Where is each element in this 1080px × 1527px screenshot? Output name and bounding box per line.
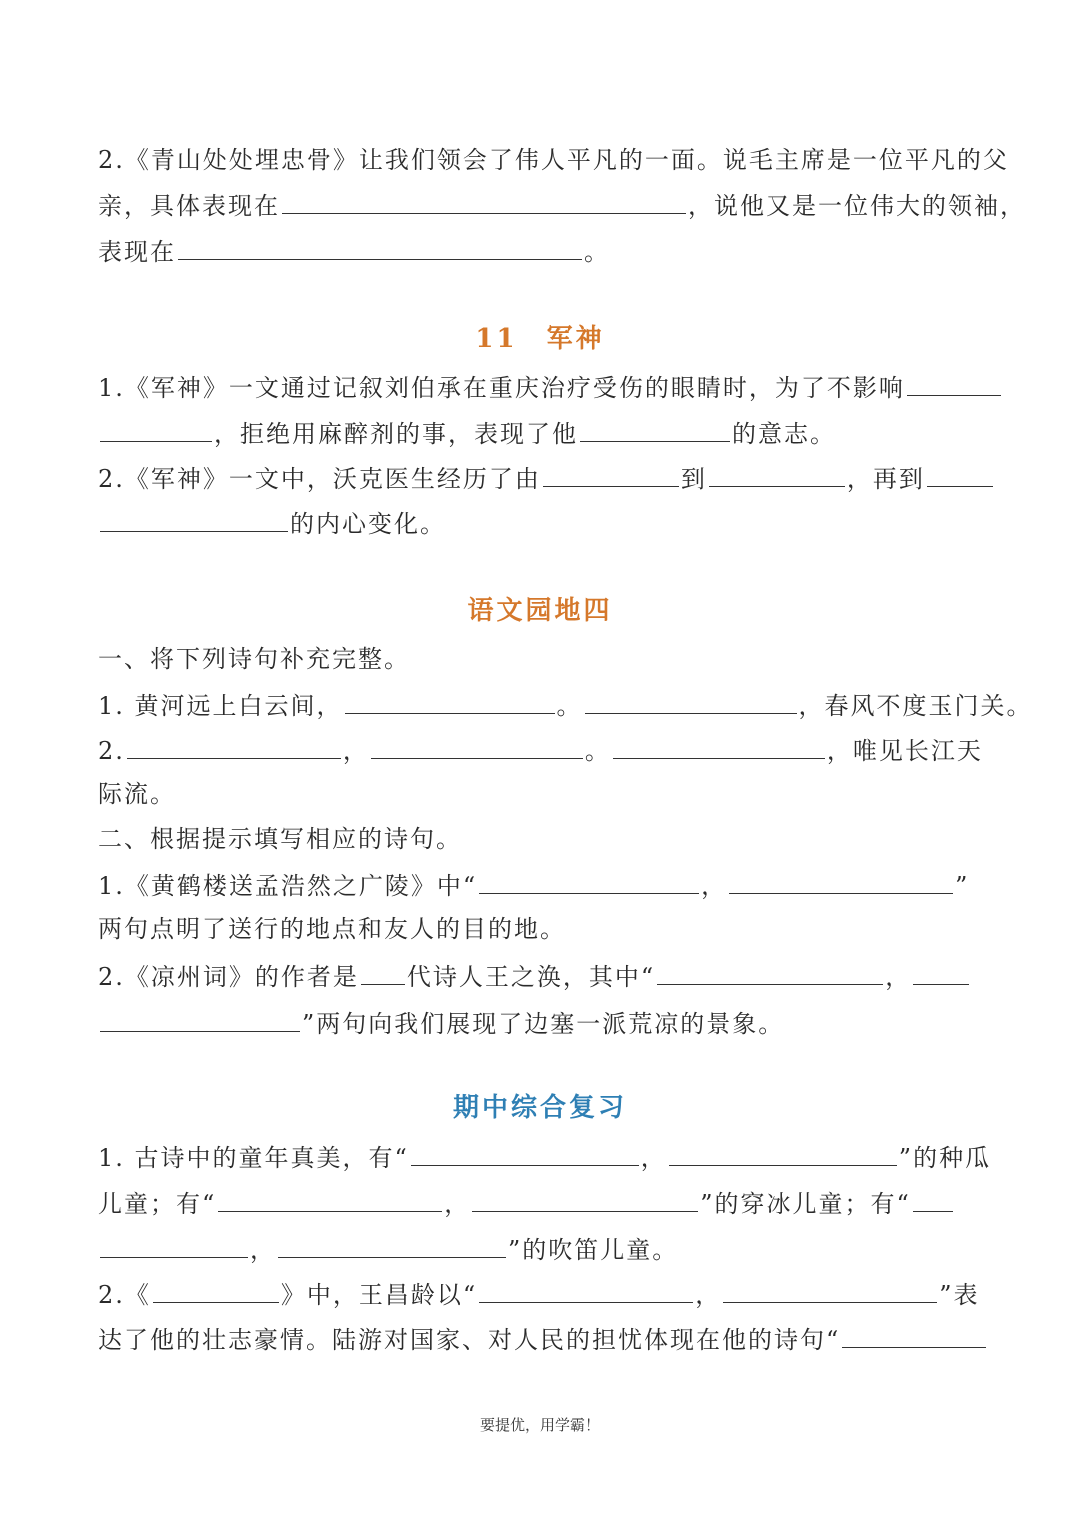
answer-blank[interactable] [153, 1276, 279, 1303]
yuwen-p2q1-line1 [98, 867, 982, 901]
question-text: 2.《青山处处埋忠骨》让我们领会了伟人平凡的一面。说毛主席是一位平凡的父 [98, 146, 1009, 174]
answer-blank[interactable] [127, 732, 341, 759]
yuwen-part2-title [98, 822, 982, 856]
question-text: ， [695, 1281, 722, 1309]
answer-blank[interactable] [472, 1185, 698, 1212]
junshen-q1-line1 [98, 369, 982, 403]
question-text: 1.《军神》一文通过记叙刘伯承在重庆治疗受伤的眼睛时，为了不影响 [98, 374, 905, 402]
review-q2-line2 [98, 1321, 982, 1355]
review-q1-line1 [98, 1139, 992, 1173]
yuwen-q2-line2 [98, 777, 982, 811]
yuwen-q2-line1 [98, 732, 982, 766]
answer-blank[interactable] [842, 1321, 986, 1348]
question-text: 际流。 [98, 780, 176, 808]
review-q1-line3 [98, 1231, 982, 1265]
question-text: 代诗人王之涣，其中“ [406, 963, 656, 991]
junshen-q2-line2 [98, 505, 982, 539]
answer-blank[interactable] [580, 415, 730, 442]
junshen-q2-line1 [98, 460, 982, 494]
yuwen-part1-title [98, 642, 982, 676]
junshen-q1-line2 [98, 415, 982, 449]
answer-blank[interactable] [218, 1185, 442, 1212]
answer-blank[interactable] [913, 958, 969, 985]
answer-blank[interactable] [371, 732, 583, 759]
answer-blank[interactable] [729, 867, 953, 894]
answer-blank[interactable] [723, 1276, 937, 1303]
question-text: 2.《军神》一文中，沃克医生经历了由 [98, 465, 541, 493]
question-text: 。 [584, 238, 610, 266]
question-text: 》中，王昌龄以“ [280, 1281, 478, 1309]
question-text: 达了他的壮志豪情。陆游对国家、对人民的担忧体现在他的诗句“ [98, 1326, 841, 1354]
question-text: ，春风不度玉门关。 [798, 692, 1033, 720]
question-text: ，拒绝用麻醉剂的事，表现了他 [214, 420, 578, 448]
question-text: 的内心变化。 [290, 510, 446, 538]
section-title-review: 期中综合复习 [452, 1093, 627, 1123]
yuwen-p2q2-line2 [98, 1005, 982, 1039]
question-text: 到 [680, 465, 707, 493]
review-q2-line1 [98, 1276, 982, 1310]
question-text: ， [444, 1190, 471, 1218]
question-text: 二、根据提示填写相应的诗句。 [98, 825, 462, 853]
answer-blank[interactable] [709, 460, 845, 487]
answer-blank[interactable] [278, 1231, 506, 1258]
question-text: 2.《凉州词》的作者是 [98, 963, 359, 991]
question-text: 2. [98, 737, 125, 765]
question-text: 1. 黄河远上白云间， [98, 692, 343, 720]
answer-blank[interactable] [100, 1005, 300, 1032]
answer-blank[interactable] [613, 732, 825, 759]
question-text: 儿童；有“ [98, 1190, 217, 1218]
question-text: ”的穿冰儿童；有“ [700, 1190, 911, 1218]
question-text: ， [885, 963, 912, 991]
question-text: ”两句向我们展现了边塞一派荒凉的景象。 [302, 1010, 785, 1038]
answer-blank[interactable] [345, 687, 555, 714]
answer-blank[interactable] [100, 505, 288, 532]
section-title-junshen: 11 军神 [475, 324, 605, 354]
answer-blank[interactable] [927, 460, 993, 487]
question-text: 。 [584, 737, 611, 765]
review-q1-line2 [98, 1185, 982, 1219]
answer-blank[interactable] [543, 460, 679, 487]
question-text: 1. 古诗中的童年真美，有“ [98, 1144, 409, 1172]
answer-blank[interactable] [907, 369, 1001, 396]
answer-blank[interactable] [411, 1139, 639, 1166]
question-text: ”的种瓜 [898, 1144, 992, 1172]
yuwen-p2q2-line1 [98, 958, 982, 992]
question-text: 亲，具体表现在 [98, 192, 280, 220]
question-text: 2.《 [98, 1281, 151, 1309]
answer-blank[interactable] [282, 187, 686, 214]
question-text: 。 [556, 692, 583, 720]
section-title-yuwen: 语文园地四 [467, 596, 613, 626]
question-text: ，说他又是一位伟大的领袖， [688, 192, 1026, 220]
yuwen-p2q1-line2 [98, 912, 982, 946]
answer-blank[interactable] [585, 687, 797, 714]
question-text: ”表 [939, 1281, 980, 1309]
question-text: ， [701, 872, 728, 900]
question-text: 两句点明了送行的地点和友人的目的地。 [98, 915, 566, 943]
answer-blank[interactable] [178, 233, 582, 260]
answer-blank[interactable] [100, 1231, 248, 1258]
question-text: ， [640, 1144, 667, 1172]
question-text: 表现在 [98, 238, 176, 266]
question-text: 1.《黄鹤楼送孟浩然之广陵》中“ [98, 872, 478, 900]
question-qingshan-line2 [98, 187, 1026, 221]
answer-blank[interactable] [913, 1185, 953, 1212]
answer-blank[interactable] [361, 958, 405, 985]
question-text: 的意志。 [732, 420, 836, 448]
question-text: ，再到 [846, 465, 925, 493]
question-text: ，唯见长江天 [826, 737, 983, 765]
answer-blank[interactable] [669, 1139, 897, 1166]
answer-blank[interactable] [479, 867, 699, 894]
yuwen-q1 [98, 687, 1033, 721]
answer-blank[interactable] [479, 1276, 693, 1303]
question-text: 一、将下列诗句补充完整。 [98, 645, 410, 673]
footer-slogan: 要提优，用学霸！ [479, 1416, 600, 1434]
question-text: ” [955, 872, 970, 900]
question-qingshan-line1 [98, 143, 1009, 177]
question-qingshan-line3 [98, 233, 982, 267]
question-text: ， [342, 737, 369, 765]
question-text: ， [250, 1236, 276, 1264]
answer-blank[interactable] [100, 415, 212, 442]
question-text: ”的吹笛儿童。 [508, 1236, 679, 1264]
answer-blank[interactable] [657, 958, 883, 985]
